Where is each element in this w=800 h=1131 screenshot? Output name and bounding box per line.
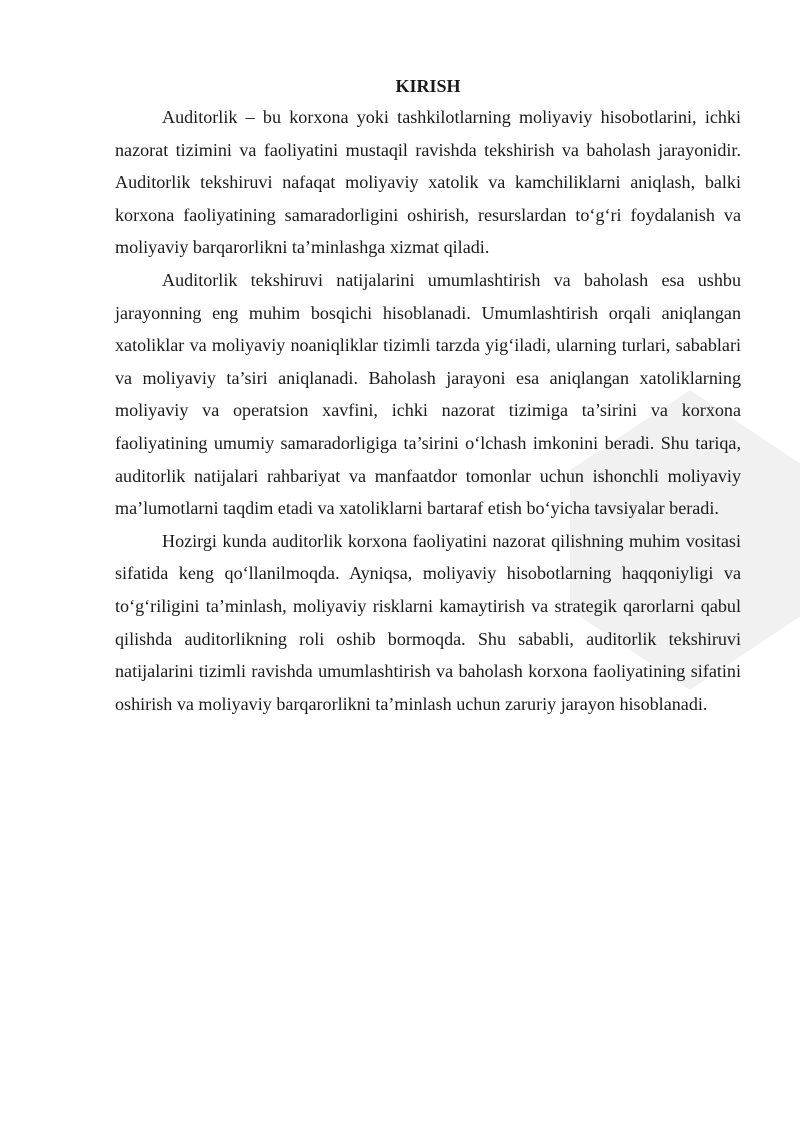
paragraph-1: Auditorlik – bu korxona yoki tashkilotlarning moliyaviy hisobotlarini, ichki nazorat tizimini va faoliyatini mustaqil ravishda tekshirish va baholash jarayonidir. Auditorlik tekshiruvi nafaqat moliyaviy xatolik va kamchiliklarni aniqlash, balki korxona faoliyatining samaradorligini oshirish, resurslardan to‘g‘ri foydalanish va moliyaviy barqarorlikni ta’minlashga xizmat qiladi. (115, 107, 741, 258)
document-title: KIRISH (395, 76, 461, 96)
paragraph-2: Auditorlik tekshiruvi natijalarini umumlashtirish va baholash esa ushbu jarayonning eng muhim bosqichi hisoblanadi. Umumlashtirish orqali aniqlangan xatoliklar va moliyaviy noaniqliklar tizimli tarzda yig‘iladi, ularning turlari, sabablari va moliyaviy ta’siri aniqlanadi. Baholash jarayoni esa aniqlangan xatoliklarning moliyaviy va operatsion xavfini, ichki nazorat tizimiga ta’sirini va korxona faoliyatining umumiy samaradorligiga ta’sirini o‘lchash imkonini beradi. Shu tariqa, auditorlik natijalari rahbariyat va manfaatdor tomonlar uchun ishonchli moliyaviy ma’lumotlarni taqdim etadi va xatoliklarni bartaraf etish bo‘yicha tavsiyalar beradi. (115, 269, 741, 519)
paragraph-3: Hozirgi kunda auditorlik korxona faoliyatini nazorat qilishning muhim vositasi sifatida keng qo‘llanilmoqda. Ayniqsa, moliyaviy hisobotlarning haqqoniyligi va to‘g‘riligini ta’minlash, moliyaviy risklarni kamaytirish va strategik qarorlarni qabul qilishda auditorlikning roli oshib bormoqda. Shu sababli, auditorlik tekshiruvi natijalarini tizimli ravishda umumlashtirish va baholash korxona faoliyatining sifatini oshirish va moliyaviy barqarorlikni ta’minlash uchun zaruriy jarayon hisoblanadi. (115, 530, 741, 714)
document-body (115, 72, 741, 720)
